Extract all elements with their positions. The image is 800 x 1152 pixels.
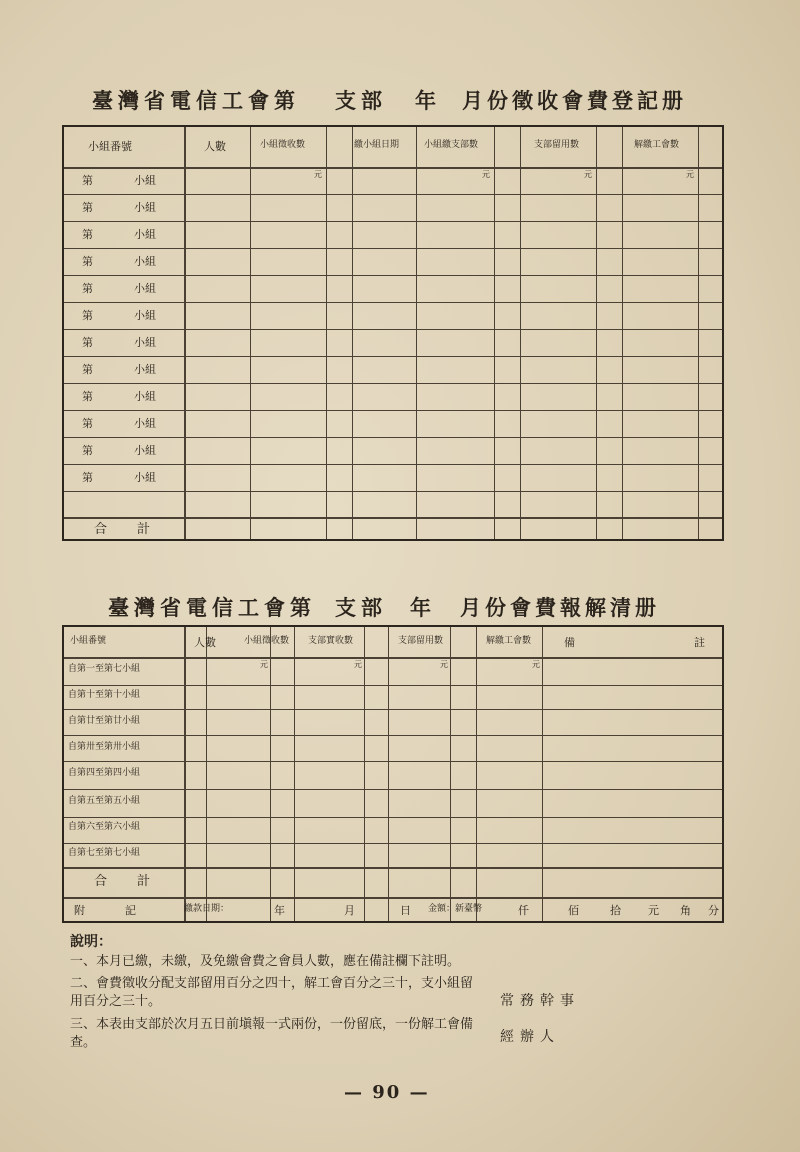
note-item: 二、會費徵收分配支部留用百分之四十，解工會百分之三十，支小組留用百分之三十。: [70, 976, 474, 1010]
row-suffix: 小組: [134, 417, 156, 430]
footer-date-label: 繳款日期：: [184, 904, 230, 914]
bottom-header-count: 人數: [194, 636, 216, 649]
bottom-row-label: 自第四至第四小組: [68, 768, 141, 778]
top-title-part-4: 月份徵收會費登記册: [462, 88, 687, 113]
footer-label: 附記: [74, 904, 176, 917]
row-suffix: 小組: [134, 363, 156, 376]
row-prefix: 第: [82, 174, 93, 187]
bottom-header-group-no: 小組番號: [70, 636, 107, 646]
row-prefix: 第: [82, 444, 93, 457]
row-suffix: 小組: [134, 309, 156, 322]
top-title-part-1: 臺灣省電信工會第: [92, 88, 300, 113]
row-suffix: 小組: [134, 390, 156, 403]
top-unit-mark: 元: [482, 170, 490, 179]
row-prefix: 第: [82, 417, 93, 430]
row-prefix: 第: [82, 255, 93, 268]
top-total-label: 合計: [94, 522, 181, 537]
footer-ten: 拾: [610, 904, 621, 917]
bottom-row-label: 自第六至第六小組: [68, 822, 141, 832]
footer-thousand: 仟: [518, 904, 529, 917]
footer-jiao: 角: [680, 904, 691, 917]
footer-hundred: 佰: [568, 904, 579, 917]
row-prefix: 第: [82, 471, 93, 484]
bottom-form-table: [62, 625, 724, 923]
top-header-retained: 支部留用數: [534, 140, 580, 150]
bottom-row-label: 自第七至第七小組: [68, 848, 141, 858]
bottom-title-part-1: 臺灣省電信工會第: [108, 595, 316, 620]
top-unit-mark: 元: [314, 170, 322, 179]
row-suffix: 小組: [134, 471, 156, 484]
row-suffix: 小組: [134, 336, 156, 349]
row-suffix: 小組: [134, 255, 156, 268]
row-prefix: 第: [82, 363, 93, 376]
bottom-row-label: 自第廿至第廿小組: [68, 716, 141, 726]
bottom-title-part-4: 月份會費報解清册: [460, 595, 660, 620]
row-prefix: 第: [82, 201, 93, 214]
row-prefix: 第: [82, 309, 93, 322]
bottom-row-label: 自第五至第五小組: [68, 796, 141, 806]
row-prefix: 第: [82, 390, 93, 403]
row-prefix: 第: [82, 282, 93, 295]
top-unit-mark: 元: [686, 170, 694, 179]
notes-label: 說明：: [70, 934, 112, 950]
footer-month: 月: [344, 904, 355, 917]
bottom-row-label: 自第一至第七小組: [68, 664, 141, 674]
top-header-group-no: 小組番號: [88, 140, 132, 153]
top-header-count: 人數: [204, 140, 226, 153]
footer-fen: 分: [708, 904, 719, 917]
bottom-unit-mark: 元: [440, 660, 448, 669]
note-item: 一、本月已繳，未繳，及免繳會費之會員人數，應在備註欄下註明。: [70, 954, 461, 969]
top-header-to-branch: 小組繳支部數: [424, 140, 479, 150]
bottom-unit-mark: 元: [260, 660, 268, 669]
footer-amount-label: 金額：新臺幣: [428, 904, 483, 914]
top-title-part-3: 年: [415, 88, 436, 113]
footer-year: 年: [274, 904, 285, 917]
bottom-row-label: 自第卅至第卅小組: [68, 742, 141, 752]
footer-day: 日: [400, 904, 411, 917]
top-form-table: [62, 125, 724, 541]
footer-yuan: 元: [648, 904, 659, 917]
row-suffix: 小組: [134, 174, 156, 187]
bottom-unit-mark: 元: [532, 660, 540, 669]
signer-handler: 經辦人: [500, 1029, 560, 1045]
page-number: — 90 —: [344, 1082, 430, 1103]
row-suffix: 小組: [134, 282, 156, 295]
row-suffix: 小組: [134, 444, 156, 457]
top-unit-mark: 元: [584, 170, 592, 179]
row-suffix: 小組: [134, 201, 156, 214]
row-prefix: 第: [82, 336, 93, 349]
bottom-header-retained: 支部留用數: [398, 636, 444, 646]
bottom-unit-mark: 元: [354, 660, 362, 669]
notes-block: [70, 935, 480, 1052]
bottom-header-branch-received: 支部實收數: [308, 636, 354, 646]
bottom-title-part-3: 年: [410, 595, 431, 620]
bottom-total-label: 合計: [94, 874, 181, 889]
bottom-title-part-2: 支部: [335, 595, 387, 620]
top-header-to-union: 解繳工會數: [634, 140, 680, 150]
row-suffix: 小組: [134, 228, 156, 241]
row-prefix: 第: [82, 228, 93, 241]
top-header-date: 繳小組日期: [354, 140, 400, 150]
signers: [500, 990, 720, 1046]
note-item: 三、本表由支部於次月五日前塡報一式兩份，一份留底，一份解工會備查。: [70, 1016, 474, 1050]
top-title-part-2: 支部: [335, 88, 387, 113]
signer-executive: 常務幹事: [500, 993, 580, 1009]
bottom-header-remark-1: 備: [564, 636, 575, 649]
bottom-header-remark-2: 註: [694, 636, 705, 649]
bottom-header-to-union: 解繳工會數: [486, 636, 532, 646]
bottom-row-label: 自第十至第十小組: [68, 690, 141, 700]
top-header-collected: 小組徵收數: [260, 140, 306, 150]
top-form-title: [0, 85, 800, 125]
bottom-header-collected: 小組徵收數: [244, 636, 290, 646]
